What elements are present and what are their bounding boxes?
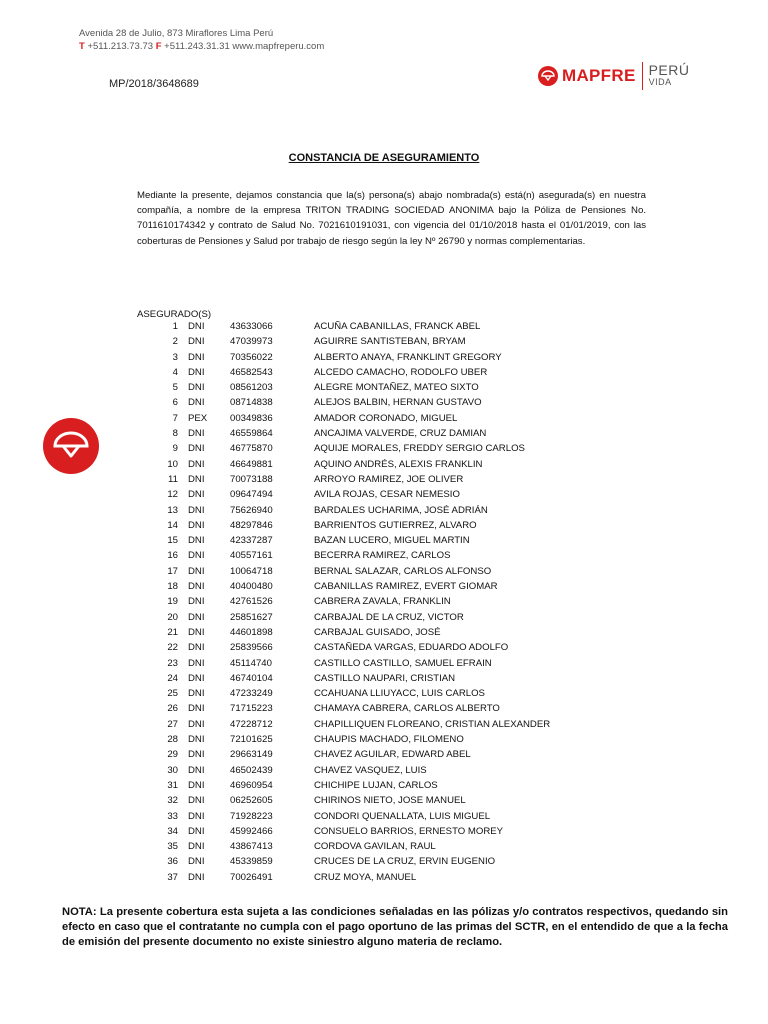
document-type: DNI [188, 565, 205, 577]
insured-name: ACUÑA CABANILLAS, FRANCK ABEL [314, 321, 481, 332]
logo-country: PERÚ [648, 62, 690, 78]
row-number: 28 [167, 734, 178, 746]
document-type: DNI [188, 489, 205, 501]
mapfre-umbrella-icon [538, 66, 558, 86]
document-number: 25839566 [230, 642, 273, 654]
row-number: 32 [167, 795, 178, 807]
document-type: DNI [188, 795, 205, 807]
document-number: 09647494 [230, 489, 273, 501]
logo-divider [642, 62, 643, 90]
row-number: 13 [167, 504, 178, 516]
document-type: DNI [188, 672, 205, 684]
table-row [0, 672, 768, 687]
row-number: 4 [172, 366, 178, 378]
insured-name: ALEJOS BALBIN, HERNAN GUSTAVO [314, 397, 482, 409]
row-number: 12 [167, 489, 178, 501]
row-number: 6 [172, 397, 178, 409]
document-type: DNI [188, 535, 205, 547]
document-type: DNI [188, 749, 205, 761]
document-type: DNI [188, 626, 205, 638]
table-row [0, 611, 768, 626]
row-number: 25 [167, 688, 178, 700]
document-number: 42761526 [230, 596, 273, 608]
document-type: DNI [188, 336, 205, 348]
insured-name: CHICHIPE LUJAN, CARLOS [314, 779, 438, 791]
insured-name: CCAHUANA LLIUYACC, LUIS CARLOS [314, 688, 485, 700]
table-row [0, 779, 768, 794]
table-row [0, 580, 768, 595]
table-row [0, 534, 768, 549]
document-type: DNI [188, 581, 205, 593]
mapfre-logo [538, 60, 689, 92]
coverage-note: NOTA: La presente cobertura esta sujeta a las condiciones señaladas en las pólizas y/o contratos respectivos, quedando sin efecto en caso que el contratante no cumpla con el pago oportuno de las primas del SCTR, en el entendido de que a la fecha de emisión del presente documento no existe siniestro alguno materia de reclamo. [62, 906, 728, 948]
row-number: 15 [167, 535, 178, 547]
document-type: DNI [188, 779, 205, 791]
table-row [0, 702, 768, 717]
insured-name: BAZAN LUCERO, MIGUEL MARTIN [314, 535, 470, 547]
row-number: 18 [167, 581, 178, 593]
table-row [0, 458, 768, 473]
insured-name: AQUINO ANDRÉS, ALEXIS FRANKLIN [314, 458, 483, 470]
table-row [0, 442, 768, 457]
phone-number: +511.213.73.73 [87, 41, 154, 52]
insured-name: AQUIJE MORALES, FREDDY SERGIO CARLOS [314, 443, 525, 455]
document-type: DNI [188, 825, 205, 837]
document-number: 44601898 [230, 626, 273, 638]
table-row [0, 488, 768, 503]
row-number: 9 [172, 443, 178, 455]
document-number: 47039973 [230, 336, 273, 348]
document-number: 75626940 [230, 504, 273, 516]
document-type: DNI [188, 428, 205, 440]
table-row [0, 840, 768, 855]
document-type: DNI [188, 550, 205, 562]
row-number: 19 [167, 596, 178, 608]
logo-brand: MAPFRE [562, 66, 636, 85]
document-type: DNI [188, 382, 205, 394]
document-reference: MP/2018/3648689 [109, 78, 199, 90]
document-number: 46960954 [230, 779, 273, 791]
document-number: 47233249 [230, 688, 273, 700]
document-number: 08714838 [230, 397, 273, 409]
table-row [0, 687, 768, 702]
insured-name: CONSUELO BARRIOS, ERNESTO MOREY [314, 825, 504, 837]
row-number: 20 [167, 611, 178, 623]
document-number: 72101625 [230, 734, 273, 746]
document-number: 08561203 [230, 382, 273, 394]
insured-name: CASTILLO CASTILLO, SAMUEL EFRAIN [314, 657, 492, 669]
document-title: CONSTANCIA DE ASEGURAMIENTO [288, 152, 480, 164]
document-number: 46502439 [230, 764, 273, 776]
document-type: DNI [188, 841, 205, 853]
insured-name: ANCAJIMA VALVERDE, CRUZ DAMIAN [314, 428, 487, 440]
table-row [0, 427, 768, 442]
insured-name: CHAPILLIQUEN FLOREANO, CRISTIAN ALEXANDER [314, 718, 551, 730]
document-number: 25851627 [230, 611, 273, 623]
row-number: 31 [167, 779, 178, 791]
document-type: DNI [188, 871, 205, 883]
document-number: 71715223 [230, 703, 273, 715]
table-row [0, 855, 768, 870]
table-row [0, 473, 768, 488]
document-number: 45114740 [230, 657, 272, 669]
document-type: DNI [188, 519, 205, 531]
insured-list-header: ASEGURADO(S) [137, 309, 212, 320]
document-type: DNI [188, 734, 205, 746]
table-row [0, 733, 768, 748]
row-number: 34 [167, 825, 178, 837]
row-number: 10 [167, 458, 178, 470]
document-number: 46582543 [230, 366, 273, 378]
insured-name: CASTAÑEDA VARGAS, EDUARDO ADOLFO [314, 642, 509, 654]
document-number: 70026491 [230, 871, 273, 883]
table-row [0, 366, 768, 381]
insured-name: BARDALES UCHARIMA, JOSÉ ADRIÁN [314, 504, 488, 516]
document-number: 46775870 [230, 443, 273, 455]
document-number: 40557161 [230, 550, 273, 562]
document-number: 70073188 [230, 473, 273, 485]
intro-paragraph: Mediante la presente, dejamos constancia que la(s) persona(s) abajo nombrada(s) está(n) asegurada(s) en nuestra compañía, a nombre de la empresa TRITON TRADING SOCIEDAD ANONIMA bajo la Póliza de Pensiones No. 7011610174342 y contrato de Salud No. 7021610191031, con vigencia del 01/10/2018 hasta el 01/01/2019, con las coberturas de Pensiones y Salud por trabajo de riesgo según la ley Nº 26790 y normas complementarias. [137, 190, 646, 247]
document-type: DNI [188, 458, 205, 470]
table-row [0, 718, 768, 733]
document-number: 71928223 [230, 810, 273, 822]
table-row [0, 351, 768, 366]
table-row [0, 794, 768, 809]
document-type: DNI [188, 703, 205, 715]
insured-name: CASTILLO NAUPARI, CRISTIAN [314, 672, 456, 684]
document-type: DNI [188, 473, 205, 485]
document-type: DNI [188, 443, 205, 455]
contact-line [79, 40, 324, 53]
insured-name: CORDOVA GAVILAN, RAUL [314, 841, 436, 853]
insured-name: CHIRINOS NIETO, JOSE MANUEL [314, 795, 466, 807]
document-type: DNI [188, 397, 205, 409]
document-number: 48297846 [230, 519, 273, 531]
document-number: 43633066 [230, 321, 273, 332]
document-type: PEX [188, 412, 208, 424]
document-number: 47228712 [230, 718, 273, 730]
insured-name: CARBAJAL GUISADO, JOSÉ [314, 626, 441, 638]
row-number: 8 [172, 428, 178, 440]
document-number: 46559864 [230, 428, 273, 440]
document-number: 10064718 [230, 565, 273, 577]
table-row [0, 748, 768, 763]
insured-list [0, 320, 768, 886]
document-type: DNI [188, 504, 205, 516]
table-row [0, 825, 768, 840]
row-number: 14 [167, 519, 178, 531]
row-number: 29 [167, 749, 178, 761]
row-number: 24 [167, 672, 178, 684]
insured-name: BECERRA RAMIREZ, CARLOS [314, 550, 451, 562]
document-type: DNI [188, 856, 205, 868]
document-type: DNI [188, 321, 205, 332]
insured-name: CARBAJAL DE LA CRUZ, VICTOR [314, 611, 464, 623]
document-number: 29663149 [230, 749, 273, 761]
document-type: DNI [188, 351, 205, 363]
row-number: 26 [167, 703, 178, 715]
row-number: 1 [172, 321, 178, 332]
document-number: 70356022 [230, 351, 273, 363]
document-number: 45339859 [230, 856, 273, 868]
row-number: 7 [172, 412, 178, 424]
row-number: 2 [172, 336, 178, 348]
table-row [0, 595, 768, 610]
table-row [0, 549, 768, 564]
table-row [0, 335, 768, 350]
table-row [0, 519, 768, 534]
insured-name: CONDORI QUENALLATA, LUIS MIGUEL [314, 810, 491, 822]
table-row [0, 871, 768, 886]
table-row [0, 412, 768, 427]
table-row [0, 626, 768, 641]
row-number: 21 [167, 626, 178, 638]
logo-division: VIDA [648, 77, 672, 87]
row-number: 16 [167, 550, 178, 562]
address-line: Avenida 28 de Julio, 873 Miraflores Lima Perú [79, 28, 274, 39]
document-number: 43867413 [230, 841, 273, 853]
insured-name: CABRERA ZAVALA, FRANKLIN [314, 596, 451, 608]
table-row [0, 504, 768, 519]
table-row [0, 565, 768, 580]
mapfre-badge-icon [43, 418, 99, 474]
table-row [0, 764, 768, 779]
document-type: DNI [188, 642, 205, 654]
table-row [0, 641, 768, 656]
insured-name: CHAUPIS MACHADO, FILOMENO [314, 734, 464, 746]
table-row [0, 381, 768, 396]
document-type: DNI [188, 718, 205, 730]
insured-name: BARRIENTOS GUTIERREZ, ALVARO [314, 519, 477, 531]
insured-name: AVILA ROJAS, CESAR NEMESIO [314, 489, 460, 501]
row-number: 36 [167, 856, 178, 868]
insured-name: CHAMAYA CABRERA, CARLOS ALBERTO [314, 703, 500, 715]
document-type: DNI [188, 764, 205, 776]
table-row [0, 810, 768, 825]
fax-and-website: +511.243.31.31 www.mapfreperu.com [164, 41, 325, 52]
insured-name: ALBERTO ANAYA, FRANKLINT GREGORY [314, 351, 502, 363]
document-type: DNI [188, 596, 205, 608]
fax-prefix: F [155, 41, 162, 52]
row-number: 5 [172, 382, 178, 394]
table-row [0, 657, 768, 672]
insured-name: AMADOR CORONADO, MIGUEL [314, 412, 458, 424]
row-number: 11 [168, 473, 178, 485]
row-number: 37 [167, 871, 178, 883]
document-number: 00349836 [230, 412, 273, 424]
insured-name: CHAVEZ AGUILAR, EDWARD ABEL [314, 749, 471, 761]
insured-name: CRUCES DE LA CRUZ, ERVIN EUGENIO [314, 856, 496, 868]
insured-name: BERNAL SALAZAR, CARLOS ALFONSO [314, 565, 492, 577]
row-number: 27 [167, 718, 178, 730]
document-type: DNI [188, 688, 205, 700]
row-number: 3 [172, 351, 178, 363]
phone-prefix: T [79, 41, 85, 52]
company-address-block [79, 27, 324, 53]
document-type: DNI [188, 366, 205, 378]
insured-name: CHAVEZ VASQUEZ, LUIS [314, 764, 427, 776]
document-number: 45992466 [230, 825, 273, 837]
document-number: 40400480 [230, 581, 273, 593]
table-row [0, 396, 768, 411]
row-number: 30 [167, 764, 178, 776]
table-row [0, 320, 768, 335]
document-number: 42337287 [230, 535, 273, 547]
insured-name: AGUIRRE SANTISTEBAN, BRYAM [314, 336, 466, 348]
document-type: DNI [188, 657, 205, 669]
document-type: DNI [188, 611, 205, 623]
row-number: 35 [167, 841, 178, 853]
insured-name: ALEGRE MONTAÑEZ, MATEO SIXTO [314, 382, 479, 394]
insured-name: CABANILLAS RAMIREZ, EVERT GIOMAR [314, 581, 498, 593]
document-number: 46649881 [230, 458, 273, 470]
insured-name: CRUZ MOYA, MANUEL [314, 871, 417, 883]
insured-name: ALCEDO CAMACHO, RODOLFO UBER [314, 366, 488, 378]
row-number: 23 [167, 657, 178, 669]
document-number: 46740104 [230, 672, 273, 684]
row-number: 33 [167, 810, 178, 822]
row-number: 22 [167, 642, 178, 654]
document-number: 06252605 [230, 795, 273, 807]
logo-country-block [649, 64, 690, 88]
row-number: 17 [167, 565, 178, 577]
insured-name: ARROYO RAMIREZ, JOE OLIVER [314, 473, 464, 485]
document-type: DNI [188, 810, 205, 822]
